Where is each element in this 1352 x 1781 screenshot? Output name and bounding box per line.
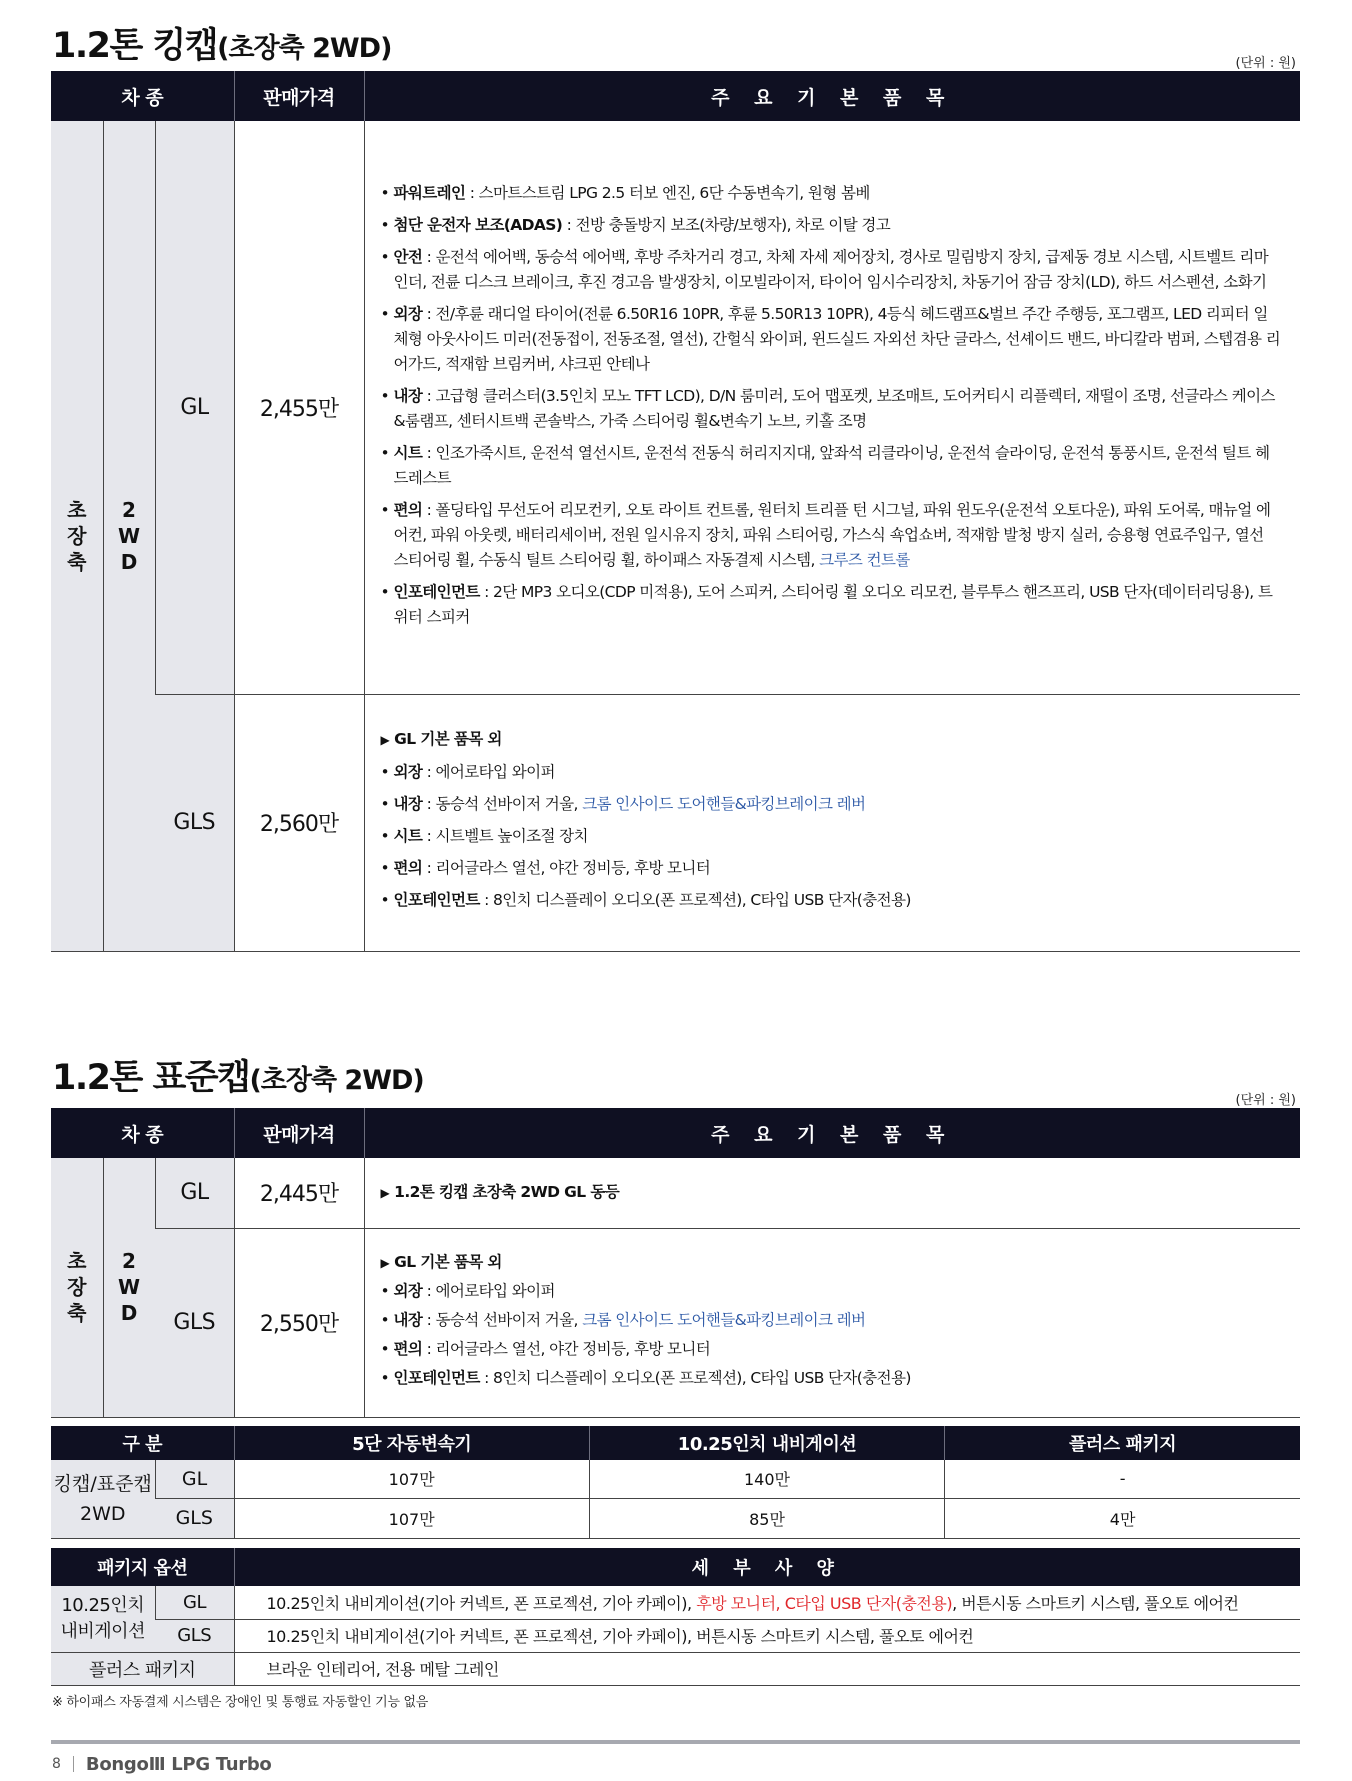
body-length-label: 초 장 축 [51,121,103,951]
options-header-transmission: 5단 자동변속기 [234,1426,589,1460]
header-model: 차 종 [51,71,234,121]
price-gls: 2,560만 [234,694,364,951]
options-cell: - [945,1460,1300,1498]
trim-gl: GL [155,121,234,694]
header-items: 주 요 기 본 품 목 [364,1108,1300,1158]
header-model: 차 종 [51,1108,234,1158]
header-price: 판매가격 [234,1108,364,1158]
page-footer [52,1752,272,1776]
section2-title: 1.2톤 표준캡(초장축 2WD) [52,1058,424,1098]
price-gl: 2,455만 [234,121,364,694]
features-gl [364,1158,1300,1228]
package-header-option: 패키지 옵션 [51,1548,234,1586]
package-table [51,1548,1300,1686]
footer-divider [51,1740,1300,1744]
feature-item: • 인포테인먼트 : 8인치 디스플레이 오디오(폰 프로젝션), C타입 USB 단자(충전용) [381,888,1283,913]
body-length-label: 초 장 축 [51,1158,103,1417]
options-table [51,1426,1300,1539]
triangle-right-icon: ▶ [380,1256,390,1270]
feature-item: • 외장 : 에어로타입 와이퍼 [381,1279,1283,1303]
triangle-right-icon: ▶ [380,1185,390,1200]
footnote: ※ 하이패스 자동결제 시스템은 장애인 및 통행료 자동할인 기능 없음 [52,1695,429,1710]
page-number: 8 [52,1756,74,1772]
drive-label: 2 W D [103,1158,155,1417]
section1-table [51,71,1300,952]
price-gl: 2,445만 [234,1158,364,1228]
trim-gls: GLS [155,1228,234,1417]
feature-item: • 파워트레인 : 스마트스트림 LPG 2.5 터보 엔진, 6단 수동변속기, 원형 봄베 [381,181,1283,206]
feature-item: • 내장 : 동승석 선바이저 거울, 크롬 인사이드 도어핸들&파킹브레이크 레버 [381,792,1283,817]
options-cell: 107만 [234,1498,589,1538]
features-gls [364,694,1300,951]
package-header-detail: 세 부 사 양 [234,1548,1300,1586]
package-trim-gl: GL [155,1586,234,1619]
package-detail-gls: 10.25인치 내비게이션(기아 커넥트, 폰 프로젝션, 기아 카페이), 버튼시동 스마트키 시스템, 풀오토 에어컨 [234,1619,1300,1652]
feature-item: • 인포테인먼트 : 2단 MP3 오디오(CDP 미적용), 도어 스피커, 스티어링 휠 오디오 리모컨, 블루투스 핸즈프리, USB 단자(데이터리딩용), 트위터 스피커 [381,580,1283,630]
feature-item: • 내장 : 동승석 선바이저 거울, 크롬 인사이드 도어핸들&파킹브레이크 레버 [381,1308,1283,1332]
feature-item: • 외장 : 전/후륜 래디얼 타이어(전륜 6.50R16 10PR, 후륜 5.50R13 10PR), 4등식 헤드램프&벌브 주간 주행등, 포그램프, LED 리피터 일체형 아웃사이드 미러(전동접이, 전동조절, 열선), 간헐식 와이퍼, 윈드실드 자외선 차단 글라스, 선셰이드 밴드, 바디칼라 범퍼, 스텝겸용 리어가드, 적재함 브림커버, 샤크핀 안테나 [381,302,1283,377]
options-cell: 140만 [589,1460,944,1498]
drive-label: 2 W D [103,121,155,951]
price-gls: 2,550만 [234,1228,364,1417]
section2-unit: (단위 : 원) [1235,1093,1296,1108]
section2-table [51,1108,1300,1418]
options-trim-gl: GL [155,1460,234,1498]
feature-item: • 첨단 운전자 보조(ADAS) : 전방 충돌방지 보조(차량/보행자), 차로 이탈 경고 [381,213,1283,238]
feature-item: • 편의 : 폴딩타입 무선도어 리모컨키, 오토 라이트 컨트롤, 원터치 트리플 턴 시그널, 파워 윈도우(운전석 오토다운), 파워 도어록, 매뉴얼 에어컨, 파워 아웃렛, 배터리세이버, 전원 일시유지 장치, 파워 스티어링, 가스식 쇽업쇼버, 적재함 발청 방지 실러, 승용형 연료주입구, 열선 스티어링 휠, 수동식 틸트 스티어링 휠, 하이패스 자동결제 시스템, 크루즈 컨트롤 [381,498,1283,573]
options-cell: 4만 [945,1498,1300,1538]
feature-item: • 시트 : 인조가죽시트, 운전석 열선시트, 운전석 전동식 허리지지대, 앞좌석 리클라이닝, 운전석 슬라이딩, 운전석 통풍시트, 운전석 틸트 헤드레스트 [381,441,1283,491]
gl-header: ▶ 1.2톤 킹캡 초장축 2WD GL 동등 [380,1182,620,1201]
options-header-navigation: 10.25인치 내비게이션 [589,1426,944,1460]
feature-item: • 안전 : 운전석 에어백, 동승석 에어백, 후방 주차거리 경고, 차체 자세 제어장치, 경사로 밀림방지 장치, 급제동 경보 시스템, 시트벨트 리마인더, 전륜 디스크 브레이크, 후진 경고음 발생장치, 이모빌라이저, 타이어 임시수리장치, 차동기어 잠금 장치(LD), 하드 서스펜션, 소화기 [381,245,1283,295]
features-gls [364,1228,1300,1417]
feature-item: • 내장 : 고급형 클러스터(3.5인치 모노 TFT LCD), D/N 룸미러, 도어 맵포켓, 보조매트, 도어커티시 리플렉터, 재떨이 조명, 선글라스 케이스&룸램프, 센터시트백 콘솔박스, 가죽 스티어링 휠&변속기 노브, 키홀 조명 [381,384,1283,434]
package-plus-label: 플러스 패키지 [51,1652,234,1685]
package-trim-gls: GLS [155,1619,234,1652]
feature-item: • 시트 : 시트벨트 높이조절 장치 [381,824,1283,849]
gls-header: ▶ GL 기본 품목 외 [380,730,502,748]
options-trim-gls: GLS [155,1498,234,1538]
trim-gls: GLS [155,694,234,951]
package-nav-label: 10.25인치 내비게이션 [51,1586,155,1652]
options-header-plus-package: 플러스 패키지 [945,1426,1300,1460]
options-cell: 107만 [234,1460,589,1498]
section1-title: 1.2톤 킹캡(초장축 2WD) [52,26,392,66]
feature-item: • 편의 : 리어글라스 열선, 야간 정비등, 후방 모니터 [381,856,1283,881]
triangle-right-icon: ▶ [380,733,390,747]
brand-name: BongoⅢ LPG Turbo [85,1753,272,1775]
section1-unit: (단위 : 원) [1235,56,1296,71]
feature-item: • 편의 : 리어글라스 열선, 야간 정비등, 후방 모니터 [381,1337,1283,1361]
package-detail-gl: 10.25인치 내비게이션(기아 커넥트, 폰 프로젝션, 기아 카페이), 후방 모니터, C타입 USB 단자(충전용), 버튼시동 스마트키 시스템, 풀오토 에어컨 [234,1586,1300,1619]
feature-item: • 인포테인먼트 : 8인치 디스플레이 오디오(폰 프로젝션), C타입 USB 단자(충전용) [381,1366,1283,1390]
gls-header: ▶ GL 기본 품목 외 [380,1253,502,1271]
feature-item: • 외장 : 에어로타입 와이퍼 [381,760,1283,785]
features-gl [364,121,1300,694]
trim-gl: GL [155,1158,234,1228]
header-price: 판매가격 [234,71,364,121]
options-group-label: 킹캡/표준캡 2WD [51,1460,155,1538]
options-cell: 85만 [589,1498,944,1538]
package-plus-detail: 브라운 인테리어, 전용 메탈 그레인 [234,1652,1300,1685]
header-items: 주 요 기 본 품 목 [364,71,1300,121]
options-header-category: 구 분 [51,1426,234,1460]
